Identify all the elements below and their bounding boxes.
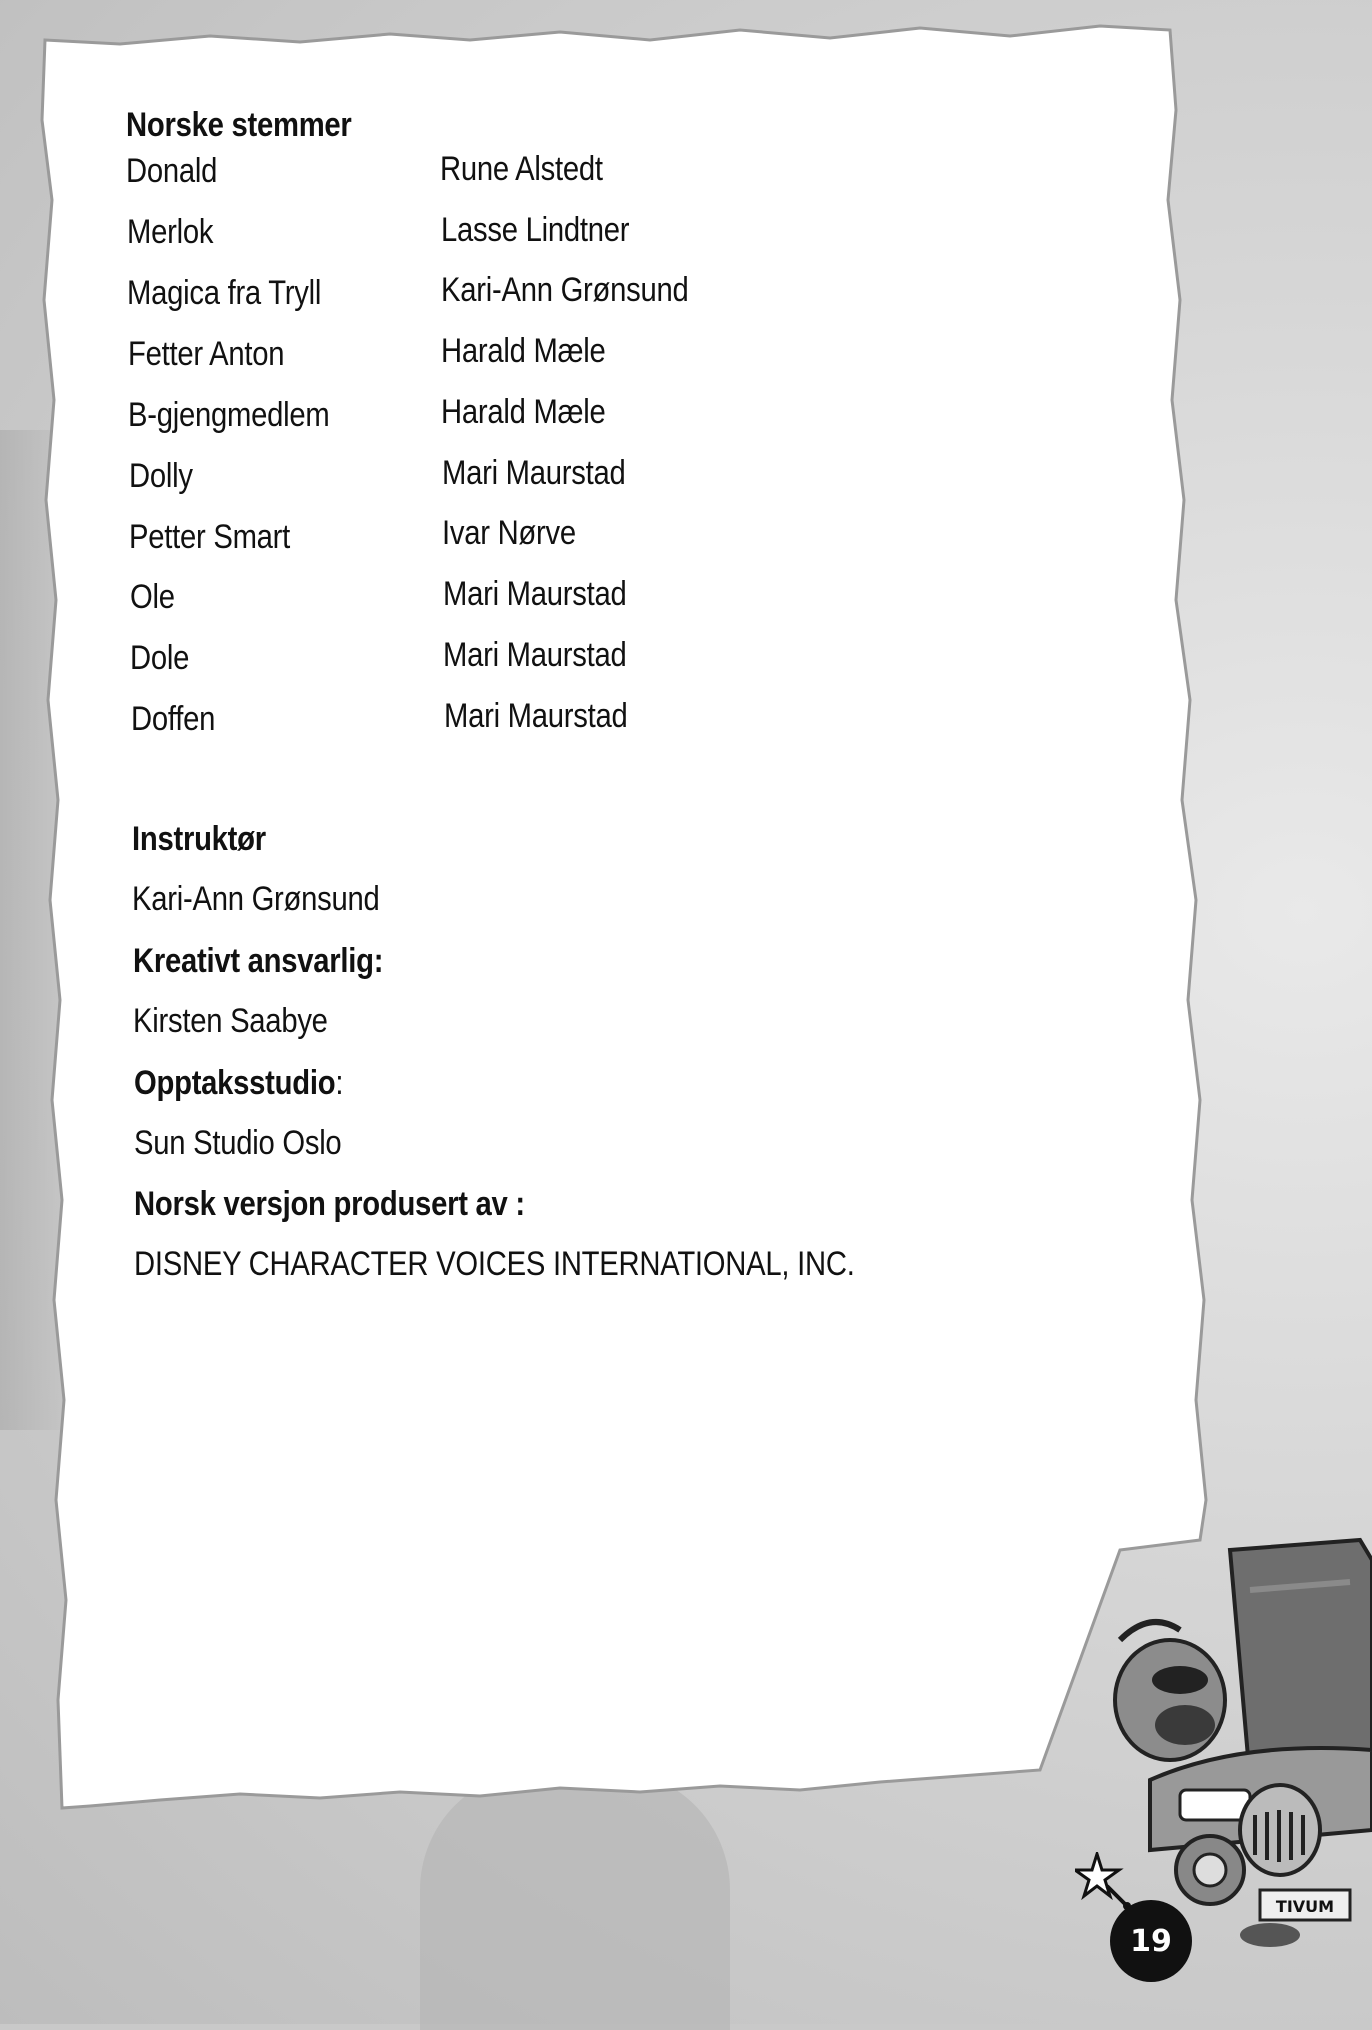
license-plate-text: TIVUM xyxy=(1275,1897,1335,1916)
credit-heading: Norsk versjon produsert av : xyxy=(134,1185,525,1223)
credit-value: Kirsten Saabye xyxy=(133,1002,328,1040)
credit-value: Kari-Ann Grønsund xyxy=(132,880,380,918)
credit-heading: Instruktør xyxy=(132,820,266,858)
cast-role: B-gjengmedlem xyxy=(128,396,330,434)
star-icon xyxy=(1075,1852,1135,1912)
cast-heading: Norske stemmer xyxy=(126,106,352,144)
cast-role: Petter Smart xyxy=(129,518,291,556)
cast-role: Dole xyxy=(130,639,190,677)
cast-role: Doffen xyxy=(131,700,216,738)
cast-role: Dolly xyxy=(129,457,193,495)
cast-actor: Mari Maurstad xyxy=(444,697,628,735)
cast-role: Fetter Anton xyxy=(128,335,285,373)
page-number-badge: 19 xyxy=(1110,1900,1192,1982)
cast-actor: Kari-Ann Grønsund xyxy=(441,271,689,309)
cast-actor: Rune Alstedt xyxy=(440,150,603,188)
cast-role: Magica fra Tryll xyxy=(127,274,322,312)
cast-role: Merlok xyxy=(127,213,214,251)
credit-heading-suffix: : xyxy=(335,1064,344,1102)
cast-actor: Mari Maurstad xyxy=(443,636,627,674)
credit-value: DISNEY CHARACTER VOICES INTERNATIONAL, INC. xyxy=(134,1245,855,1283)
credit-heading: Kreativt ansvarlig: xyxy=(133,942,384,980)
cast-actor: Lasse Lindtner xyxy=(441,211,630,249)
credit-value: Sun Studio Oslo xyxy=(134,1124,342,1162)
cast-actor: Harald Mæle xyxy=(441,393,606,431)
cast-actor: Ivar Nørve xyxy=(442,514,576,552)
cast-actor: Mari Maurstad xyxy=(443,575,627,613)
cast-actor: Mari Maurstad xyxy=(442,454,626,492)
car-illustration xyxy=(1110,1530,1372,1950)
credit-heading-line xyxy=(134,1064,343,1103)
cast-role: Donald xyxy=(126,152,218,190)
cast-actor: Harald Mæle xyxy=(441,332,606,370)
credit-heading: Opptaksstudio xyxy=(134,1064,336,1102)
cast-role: Ole xyxy=(130,578,175,616)
